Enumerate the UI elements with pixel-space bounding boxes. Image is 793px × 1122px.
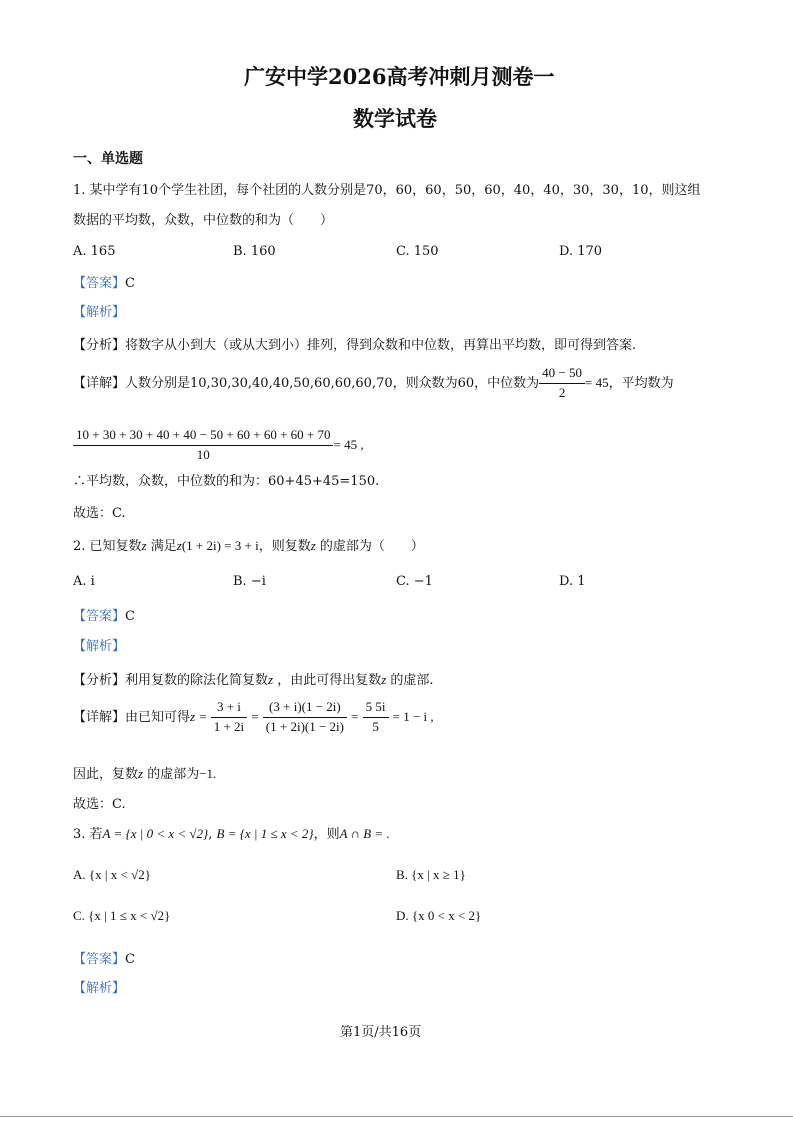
q2-condition: (1 + 2i) = 3 + i <box>181 538 259 553</box>
q2-conclusion-value: −1. <box>199 766 217 781</box>
q2-stem-b: 满足 <box>146 539 177 554</box>
q2-eq1: = <box>199 708 207 724</box>
q1-mean-formula <box>73 428 364 463</box>
q2-f3-numerator: 5 5i <box>363 700 389 718</box>
analysis-text: 将数字从小到大（或从大到小）排列，得到众数和中位数，再算出平均数，即可得到答案. <box>125 338 637 353</box>
q1-analysis <box>73 339 636 352</box>
answer-value: C <box>125 276 135 291</box>
q2-var-z-6: z <box>190 708 196 724</box>
q2-final: 故选：C. <box>73 797 126 812</box>
q1-option-a: A. 165 <box>73 244 116 259</box>
q2-var-z-7: z <box>138 766 144 781</box>
q3-option-c: C. {x | 1 ≤ x < √2} <box>73 908 171 923</box>
q2-var-z-3: z <box>310 538 316 553</box>
q2-eq2: = <box>251 708 259 724</box>
q2-f2-numerator: (3 + i)(1 − 2i) <box>263 700 347 718</box>
q3-explanation-label: 【解析】 <box>73 981 126 996</box>
q2-f3-denominator: 5 <box>372 718 379 734</box>
q2-stem-a: 2. 已知复数 <box>73 539 142 554</box>
q3-option-a: A. {x | x < √2} <box>73 867 151 882</box>
q2-option-c: C. −1 <box>396 574 433 589</box>
q2-analysis-b: ，由此可得出复数 <box>273 673 382 688</box>
median-numerator: 40 − 50 <box>539 366 585 384</box>
q1-conclusion: ∴平均数，众数，中位数的和为：60+45+45=150. <box>73 474 380 489</box>
q2-stem-d: 的虚部为（ ） <box>315 539 424 554</box>
analysis-label: 【分析】 <box>73 673 126 688</box>
median-fraction <box>539 366 585 401</box>
answer-label: 【答案】 <box>73 952 126 967</box>
q2-conclusion-b: 的虚部为 <box>143 767 200 782</box>
q1-explanation-label: 【解析】 <box>73 305 126 320</box>
q1-stem-line1: 1. 某中学有10个学生社团，每个社团的人数分别是70，60，60，50，60，40，40，30，30，10，则这组 <box>73 183 701 198</box>
q2-conclusion-a: 因此，复数 <box>73 767 139 782</box>
q1-option-c: C. 150 <box>396 244 439 259</box>
q2-conclusion <box>73 767 216 781</box>
q1-answer <box>73 277 135 290</box>
analysis-label: 【分析】 <box>73 338 126 353</box>
q3-stem-b: ，则 <box>313 827 340 842</box>
detail-label: 【详解】 <box>73 709 126 725</box>
q2-analysis-c: 的虚部. <box>386 673 434 688</box>
page-bottom-rule <box>0 1116 793 1117</box>
q2-result: = 1 − i , <box>392 708 434 724</box>
q2-f2-denominator: (1 + 2i)(1 − 2i) <box>265 718 344 734</box>
page-number: 第1页/共16页 <box>340 1025 422 1040</box>
q1-final: 故选：C. <box>73 506 126 521</box>
answer-label: 【答案】 <box>73 276 126 291</box>
q1-detail <box>73 366 674 401</box>
q3-stem <box>73 827 390 841</box>
q2-f1-numerator: 3 + i <box>211 700 247 718</box>
q3-set-a: A = {x | 0 < x < √2} <box>102 826 209 841</box>
q3-stem-a: 3. 若 <box>73 827 103 842</box>
document-subtitle: 数学试卷 <box>353 106 437 131</box>
answer-label: 【答案】 <box>73 609 126 624</box>
median-result: = 45 <box>585 374 609 390</box>
document-title: 广安中学2026高考冲刺月测卷一 <box>244 64 555 89</box>
q2-var-z-4: z <box>268 672 274 687</box>
q3-option-b: B. {x | x ≥ 1} <box>396 867 466 882</box>
q2-var-z: z <box>141 538 147 553</box>
q2-stem-c: ，则复数 <box>258 539 311 554</box>
section-title: 一、单选题 <box>73 151 143 167</box>
detail-suffix: ，平均数为 <box>608 375 674 391</box>
answer-value: C <box>125 609 135 624</box>
answer-value: C <box>125 952 135 967</box>
q2-fraction-3 <box>363 700 389 735</box>
q3-expression: A ∩ B = . <box>339 826 390 841</box>
q2-var-z-2: z <box>176 538 182 553</box>
q1-stem-line2: 数据的平均数，众数，中位数的和为（ ） <box>73 213 334 228</box>
q2-detail <box>73 700 434 735</box>
mean-numerator: 10 + 30 + 30 + 40 + 40 − 50 + 60 + 60 + 60 + 70 <box>73 428 333 446</box>
q2-analysis <box>73 673 434 687</box>
q3-sep: , <box>208 827 217 842</box>
median-denominator: 2 <box>558 384 566 400</box>
q2-option-b: B. −i <box>233 574 266 589</box>
mean-denominator: 10 <box>196 446 210 462</box>
q1-option-d: D. 170 <box>559 244 603 259</box>
q2-analysis-a: 利用复数的除法化简复数 <box>125 673 269 688</box>
q2-option-a: A. i <box>73 574 95 589</box>
q3-set-b: B = {x | 1 ≤ x < 2} <box>216 826 314 841</box>
mean-fraction <box>73 428 333 463</box>
detail-text: 人数分别是10,30,30,40,40,50,60,60,60,70，则众数为60，中位数为 <box>125 375 540 391</box>
q2-option-d: D. 1 <box>559 574 586 589</box>
q1-option-b: B. 160 <box>233 244 276 259</box>
q2-eq3: = <box>351 708 359 724</box>
detail-label: 【详解】 <box>73 375 126 391</box>
q2-f1-denominator: 1 + 2i <box>213 718 245 734</box>
q2-var-z-5: z <box>381 672 387 687</box>
q2-answer <box>73 610 135 623</box>
q2-stem <box>73 539 424 553</box>
q2-fraction-1 <box>211 700 247 735</box>
q2-fraction-2 <box>263 700 347 735</box>
q2-explanation-label: 【解析】 <box>73 639 126 654</box>
q3-option-d: D. {x 0 < x < 2} <box>396 908 482 923</box>
mean-result: = 45 , <box>333 436 364 452</box>
q3-answer <box>73 953 135 966</box>
q2-detail-a: 由已知可得 <box>125 709 191 725</box>
